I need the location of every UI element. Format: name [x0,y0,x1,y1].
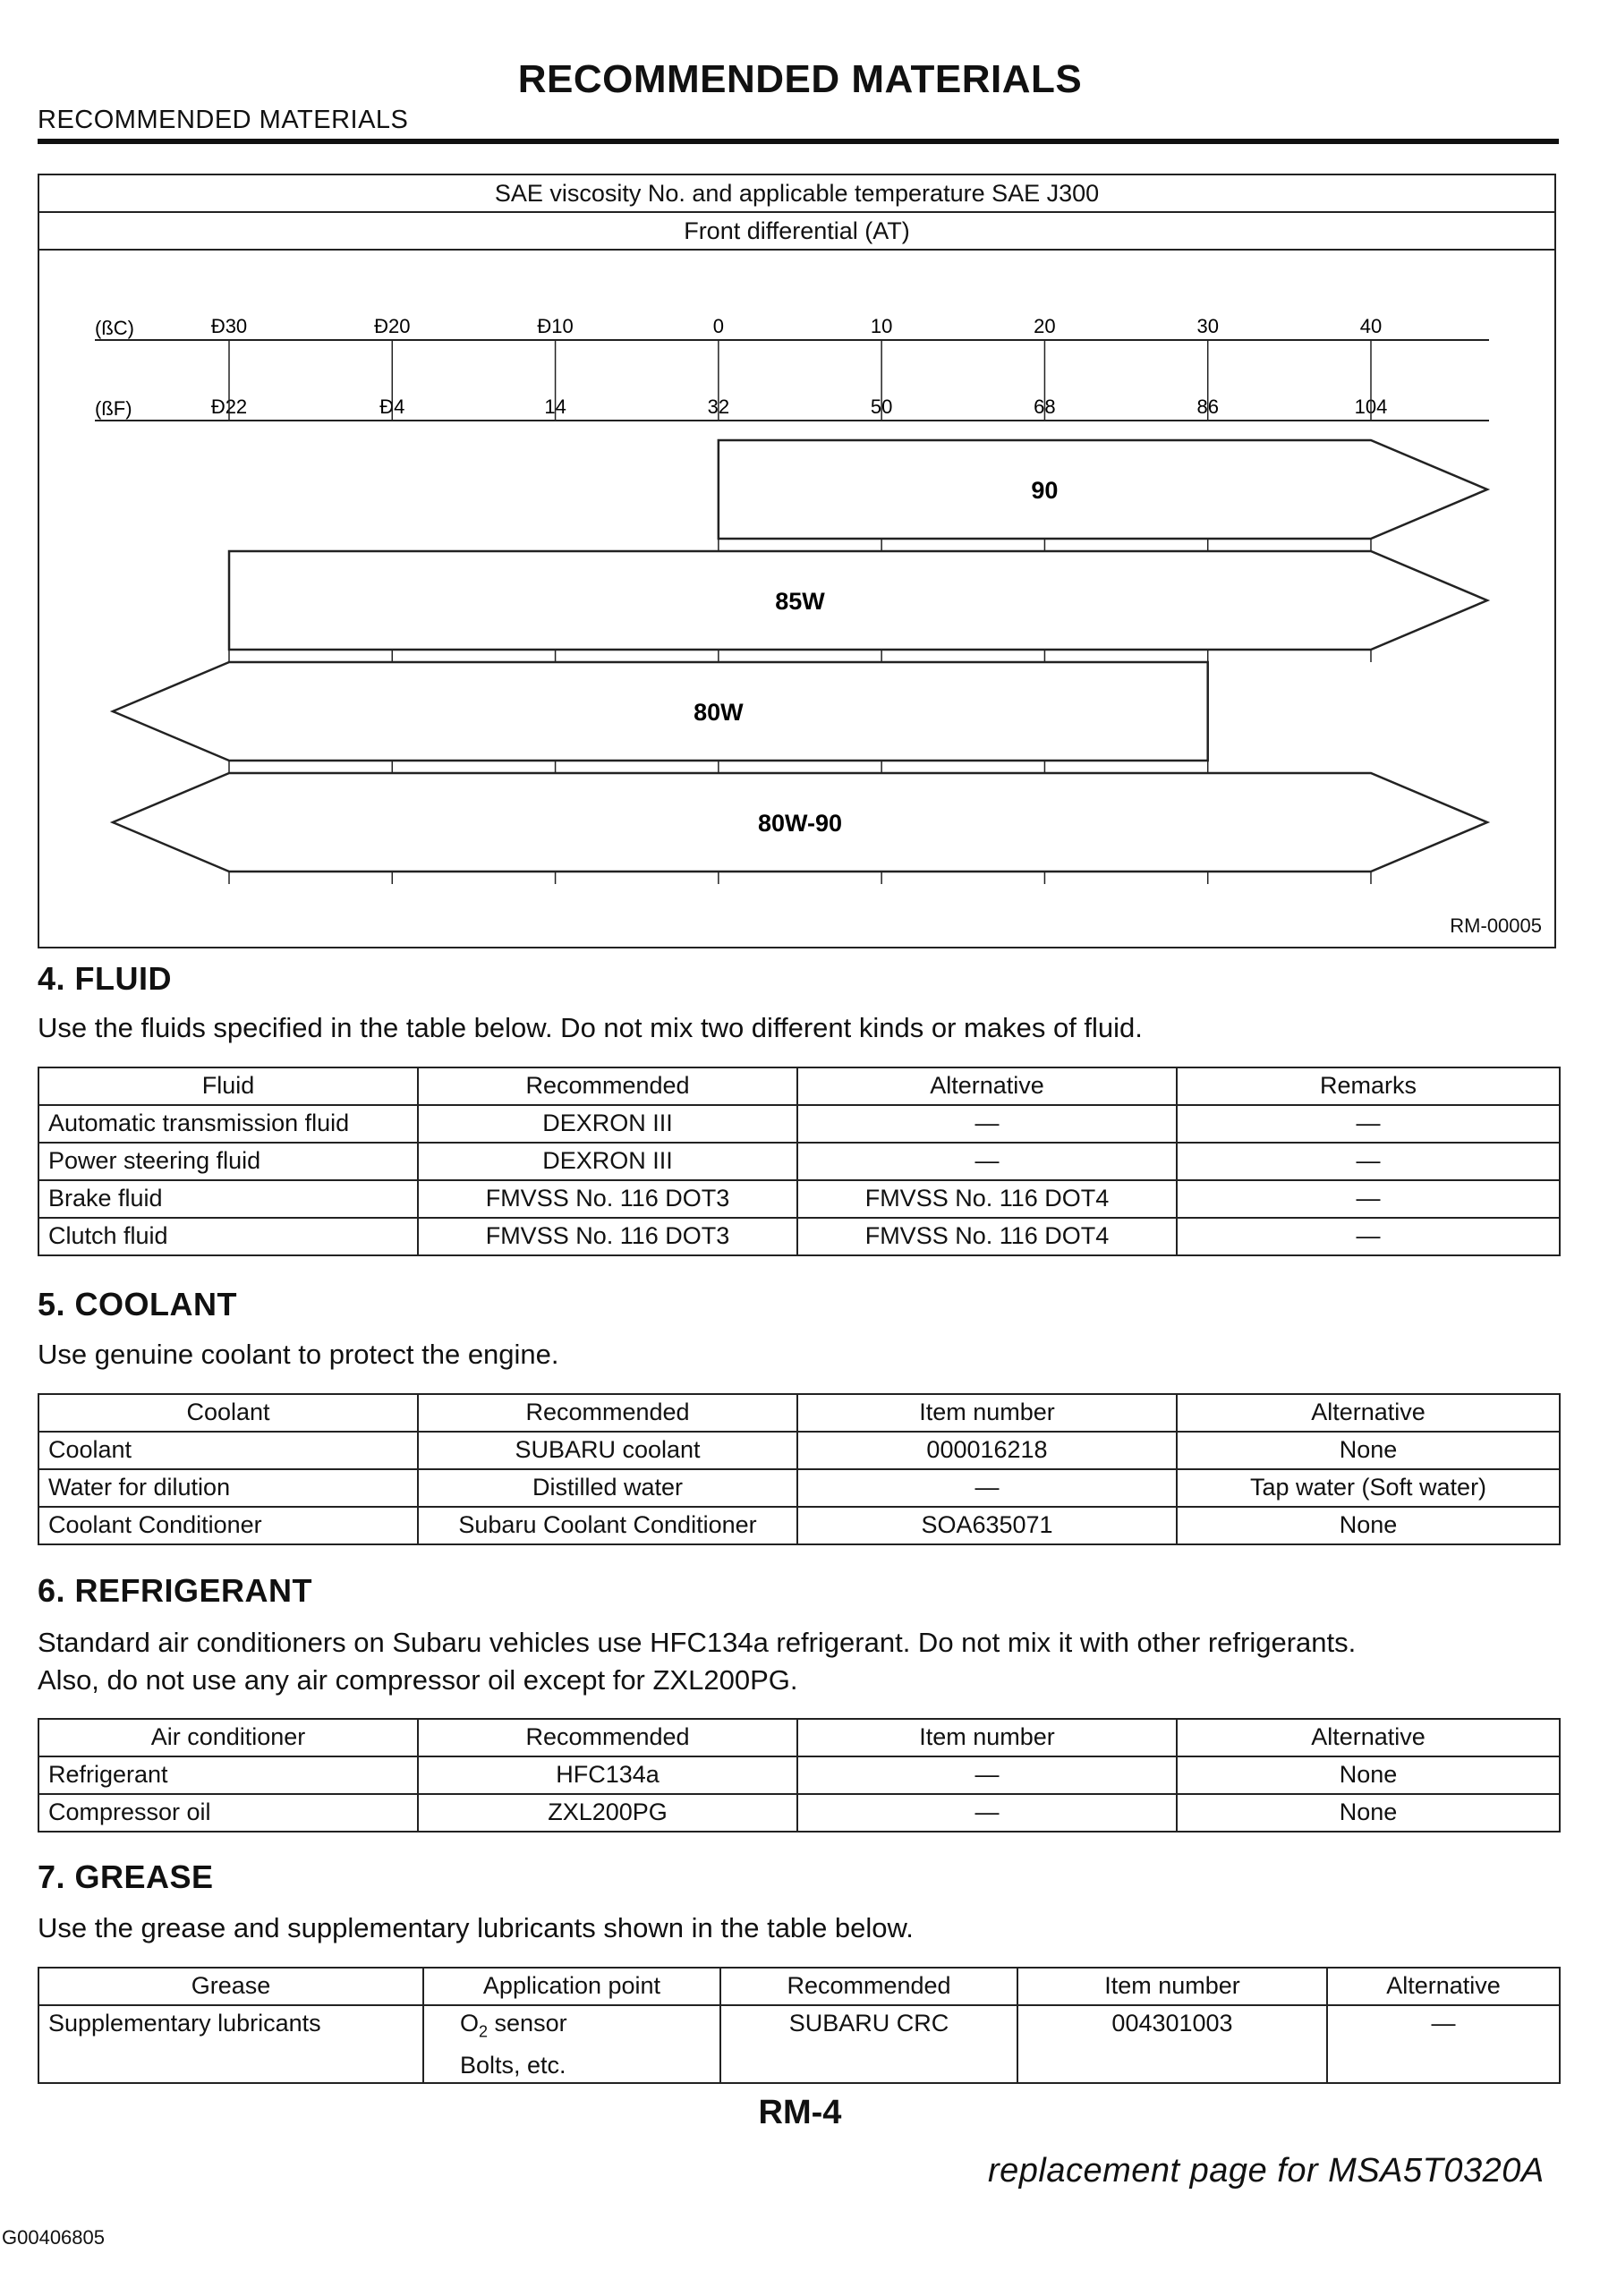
recommended-cell: SUBARU coolant [418,1432,797,1469]
column-header: Recommended [418,1719,797,1756]
coolant-name: Coolant Conditioner [38,1507,418,1544]
viscosity-bar [719,440,1487,539]
grease-name: Supplementary lubricants [38,2005,423,2083]
fluid-table [38,1067,1561,1256]
alternative-cell: — [1327,2005,1560,2083]
column-header: Item number [1017,1968,1327,2005]
celsius-tick-label: Ð30 [210,315,248,337]
table-row [38,1105,1560,1143]
celsius-tick-label: 20 [1034,315,1056,337]
page-number: RM-4 [758,2094,842,2131]
coolant-name: Coolant [38,1432,418,1469]
table-row [38,1218,1560,1255]
column-header: Alternative [797,1067,1177,1105]
fahrenheit-axis-label: (ßF) [95,397,132,420]
remarks-cell: — [1177,1105,1560,1143]
fahrenheit-tick-label: 50 [870,395,893,418]
alternative-cell: FMVSS No. 116 DOT4 [797,1218,1177,1255]
viscosity-bar [229,551,1487,650]
ac-item-name: Refrigerant [38,1756,418,1794]
fluid-name: Power steering fluid [38,1143,418,1180]
item-number-cell: — [797,1756,1177,1794]
column-header: Alternative [1177,1394,1560,1432]
table-header-row [38,1968,1560,2005]
document-id: G00406805 [2,2226,105,2249]
table-row [38,2005,1560,2083]
alternative-cell: Tap water (Soft water) [1177,1469,1560,1507]
figure-id: RM-00005 [1450,914,1542,937]
table-header-row [38,1067,1560,1105]
alternative-cell: — [797,1105,1177,1143]
fahrenheit-tick-label: 14 [544,395,566,418]
coolant-heading: 5. COOLANT [38,1286,238,1322]
recommended-cell: FMVSS No. 116 DOT3 [418,1218,797,1255]
fahrenheit-tick-label: Ð4 [379,395,405,418]
column-header: Alternative [1177,1719,1560,1756]
fahrenheit-tick-label: 104 [1354,395,1388,418]
application-point-line2: Bolts, etc. [460,2052,566,2079]
grease-description: Use the grease and supplementary lubricants shown in the table below. [38,1912,914,1943]
column-header: Alternative [1327,1968,1560,2005]
item-number-cell: — [797,1469,1177,1507]
viscosity-bar [113,662,1208,761]
celsius-tick-label: 40 [1359,315,1383,337]
item-number-cell: — [797,1794,1177,1832]
alternative-cell: None [1177,1756,1560,1794]
viscosity-bar-label: 90 [1031,477,1059,504]
table-header-row [38,1394,1560,1432]
table-header-row [38,1719,1560,1756]
table-row [38,1432,1560,1469]
item-number-cell: 000016218 [797,1432,1177,1469]
recommended-cell: HFC134a [418,1756,797,1794]
fahrenheit-tick-label: Ð22 [210,395,248,418]
page-title: RECOMMENDED MATERIALS [517,57,1083,101]
fahrenheit-tick-label: 86 [1196,395,1219,418]
viscosity-bar-label: 80W [694,699,744,726]
celsius-axis-label: (ßC) [95,317,134,339]
alternative-cell: None [1177,1794,1560,1832]
application-point-cell [423,2005,720,2083]
table-row [38,1756,1560,1794]
viscosity-figure [38,174,1556,948]
header-rule [38,139,1559,144]
fluid-description: Use the fluids specified in the table below. Do not mix two different kinds or makes of fluid. [38,1012,1143,1043]
alternative-cell: None [1177,1507,1560,1544]
coolant-table [38,1393,1561,1545]
figure-caption-line1: SAE viscosity No. and applicable temperature SAE J300 [39,175,1554,213]
viscosity-bar-label: 80W-90 [758,810,842,837]
fahrenheit-tick-label: 32 [707,395,730,418]
table-row [38,1143,1560,1180]
celsius-tick-label: Ð10 [537,315,574,337]
item-number-cell: 004301003 [1017,2005,1327,2083]
column-header: Application point [423,1968,720,2005]
grease-table [38,1967,1561,2084]
table-row [38,1180,1560,1218]
alternative-cell: FMVSS No. 116 DOT4 [797,1180,1177,1218]
viscosity-chart [39,251,1554,948]
column-header: Fluid [38,1067,418,1105]
column-header: Coolant [38,1394,418,1432]
refrigerant-description-line2: Also, do not use any air compressor oil except for ZXL200PG. [38,1664,798,1696]
recommended-cell: DEXRON III [418,1143,797,1180]
recommended-cell: Subaru Coolant Conditioner [418,1507,797,1544]
column-header: Recommended [418,1394,797,1432]
alternative-cell: — [797,1143,1177,1180]
table-row [38,1507,1560,1544]
coolant-name: Water for dilution [38,1469,418,1507]
table-row [38,1469,1560,1507]
refrigerant-description-line1: Standard air conditioners on Subaru vehicles use HFC134a refrigerant. Do not mix it with other refrigerants. [38,1627,1357,1658]
coolant-description: Use genuine coolant to protect the engine. [38,1339,559,1370]
recommended-cell: FMVSS No. 116 DOT3 [418,1180,797,1218]
refrigerant-heading: 6. REFRIGERANT [38,1572,313,1609]
celsius-tick-label: 30 [1196,315,1219,337]
recommended-cell: DEXRON III [418,1105,797,1143]
remarks-cell: — [1177,1143,1560,1180]
recommended-cell: Distilled water [418,1469,797,1507]
column-header: Recommended [418,1067,797,1105]
replacement-note: replacement page for MSA5T0320A [988,2152,1545,2190]
column-header: Air conditioner [38,1719,418,1756]
column-header: Remarks [1177,1067,1560,1105]
remarks-cell: — [1177,1180,1560,1218]
refrigerant-table [38,1718,1561,1833]
ac-item-name: Compressor oil [38,1794,418,1832]
column-header: Recommended [720,1968,1017,2005]
alternative-cell: None [1177,1432,1560,1469]
fahrenheit-tick-label: 68 [1034,395,1056,418]
grease-heading: 7. GREASE [38,1858,214,1895]
fluid-heading: 4. FLUID [38,960,173,997]
column-header: Item number [797,1719,1177,1756]
section-breadcrumb: RECOMMENDED MATERIALS [38,106,409,134]
remarks-cell: — [1177,1218,1560,1255]
fluid-name: Brake fluid [38,1180,418,1218]
column-header: Grease [38,1968,423,2005]
recommended-cell: ZXL200PG [418,1794,797,1832]
celsius-tick-label: Ð20 [374,315,411,337]
recommended-cell: SUBARU CRC [720,2005,1017,2083]
column-header: Item number [797,1394,1177,1432]
celsius-tick-label: 0 [712,315,724,337]
figure-caption-line2: Front differential (AT) [39,213,1554,251]
item-number-cell: SOA635071 [797,1507,1177,1544]
celsius-tick-label: 10 [870,315,893,337]
fluid-name: Clutch fluid [38,1218,418,1255]
viscosity-bar-label: 85W [775,588,825,615]
fluid-name: Automatic transmission fluid [38,1105,418,1143]
table-row [38,1794,1560,1832]
application-point-line1: $O_2$ sensor [460,2010,567,2041]
